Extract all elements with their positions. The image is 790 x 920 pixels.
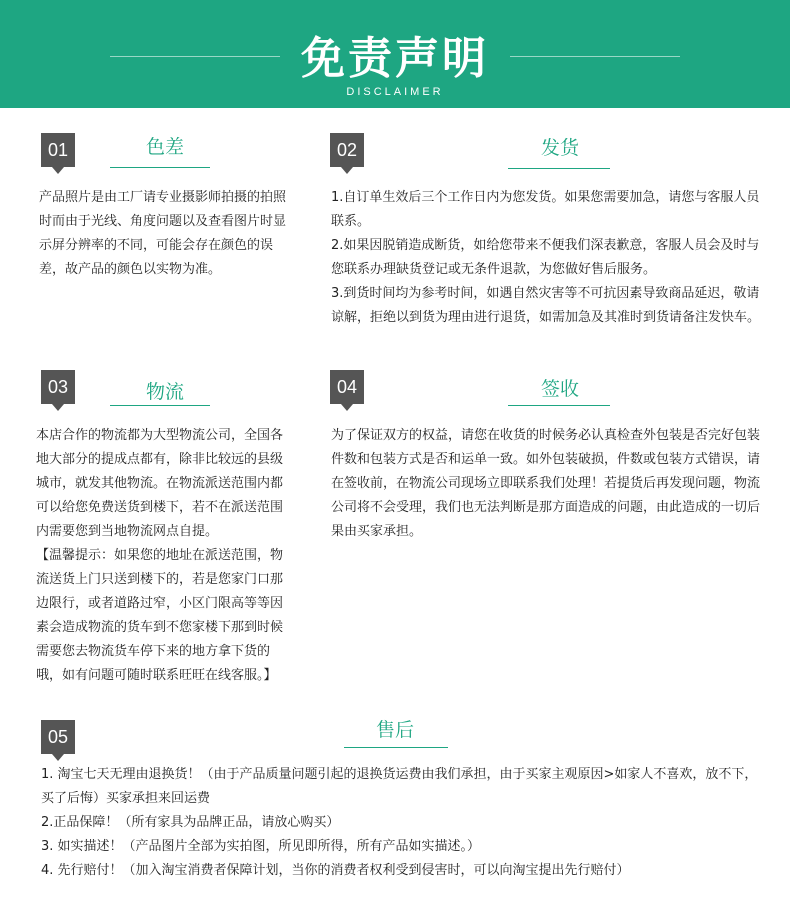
paragraph: 1. 淘宝七天无理由退换货！（由于产品质量问题引起的退换货运费由我们承担，由于买家主观原因>如家人不喜欢，放不下，买了后悔）买家承担来回运费 xyxy=(41,767,758,806)
header-banner xyxy=(0,0,790,108)
title-underline xyxy=(508,168,610,169)
paragraph: 3. 如实描述！（产品图片全部为实拍图，所见即所得，所有产品如实描述。） xyxy=(41,839,481,854)
paragraph: 3.到货时间均为参考时间，如遇自然灾害等不可抗因素导致商品延迟，敬请谅解，拒绝以到货为理由进行退货，如需加急及其准时到货请备注发快车。 xyxy=(331,286,761,325)
paragraph: 2.正品保障！（所有家具为品牌正品，请放心购买） xyxy=(41,815,340,830)
section-number-01: 01 xyxy=(41,133,75,167)
section-number-05: 05 xyxy=(41,720,75,754)
page-subtitle: DISCLAIMER xyxy=(346,86,444,98)
section-title-color: 色差 xyxy=(145,136,184,158)
paragraph: 【温馨提示：如果您的地址在派送范围，物流送货上门只送到楼下的，若是您家门口那边限行，或者道路过窄，小区门限高等等因素会造成物流的货车到不您家楼下那到时候需要您去物流货车停下来的地方拿下货的哦，如有问题可随时联系旺旺在线客服。】 xyxy=(36,548,284,683)
section-body-color xyxy=(39,186,291,282)
paragraph: 产品照片是由工厂请专业摄影师拍摄的拍照时而由于光线、角度问题以及查看图片时显示屏分辨率的不同，可能会存在颜色的误差，故产品的颜色以实物为准。 xyxy=(39,190,287,277)
section-number-03: 03 xyxy=(41,370,75,404)
paragraph: 1.自订单生效后三个工作日内为您发货。如果您需要加急，请您与客服人员联系。 xyxy=(331,190,760,229)
section-body-aftersale xyxy=(41,763,761,883)
section-number-02: 02 xyxy=(330,133,364,167)
title-underline xyxy=(508,405,610,406)
paragraph: 为了保证双方的权益，请您在收货的时候务必认真检查外包装是否完好包装件数和包装方式是否和运单一致。如外包装破损，件数或包装方式错误，请在签收前，在物流公司现场立即联系我们处理！若提货后再发现问题，物流公司将不会受理，我们也无法判断是那方面造成的问题，由此造成的一切后果由买家承担。 xyxy=(331,428,761,539)
section-title-shipping: 发货 xyxy=(540,137,579,159)
paragraph: 4. 先行赔付！（加入淘宝消费者保障计划，当你的消费者权利受到侵害时，可以向淘宝提出先行赔付） xyxy=(41,863,630,878)
section-title-aftersale: 售后 xyxy=(375,719,414,741)
paragraph: 本店合作的物流都为大型物流公司，全国各地大部分的提成点都有，除非比较远的县级城市，就发其他物流。在物流派送范围内都可以给您免费送货到楼下，若不在派送范围内需要您到当地物流网点自提。 xyxy=(36,428,284,539)
section-title-receipt: 签收 xyxy=(540,378,579,400)
title-underline xyxy=(344,747,448,748)
paragraph: 2.如果因脱销造成断货，如给您带来不便我们深表歉意，客服人员会及时与您联系办理缺货登记或无条件退款，为您做好售后服务。 xyxy=(331,238,760,277)
section-number-04: 04 xyxy=(330,370,364,404)
title-underline xyxy=(110,405,210,406)
section-body-logistics xyxy=(36,424,292,688)
title-underline xyxy=(110,167,210,168)
section-title-logistics: 物流 xyxy=(145,381,184,403)
section-body-shipping xyxy=(331,186,771,330)
section-body-receipt xyxy=(331,424,771,544)
page-title: 免责声明 xyxy=(301,33,489,84)
